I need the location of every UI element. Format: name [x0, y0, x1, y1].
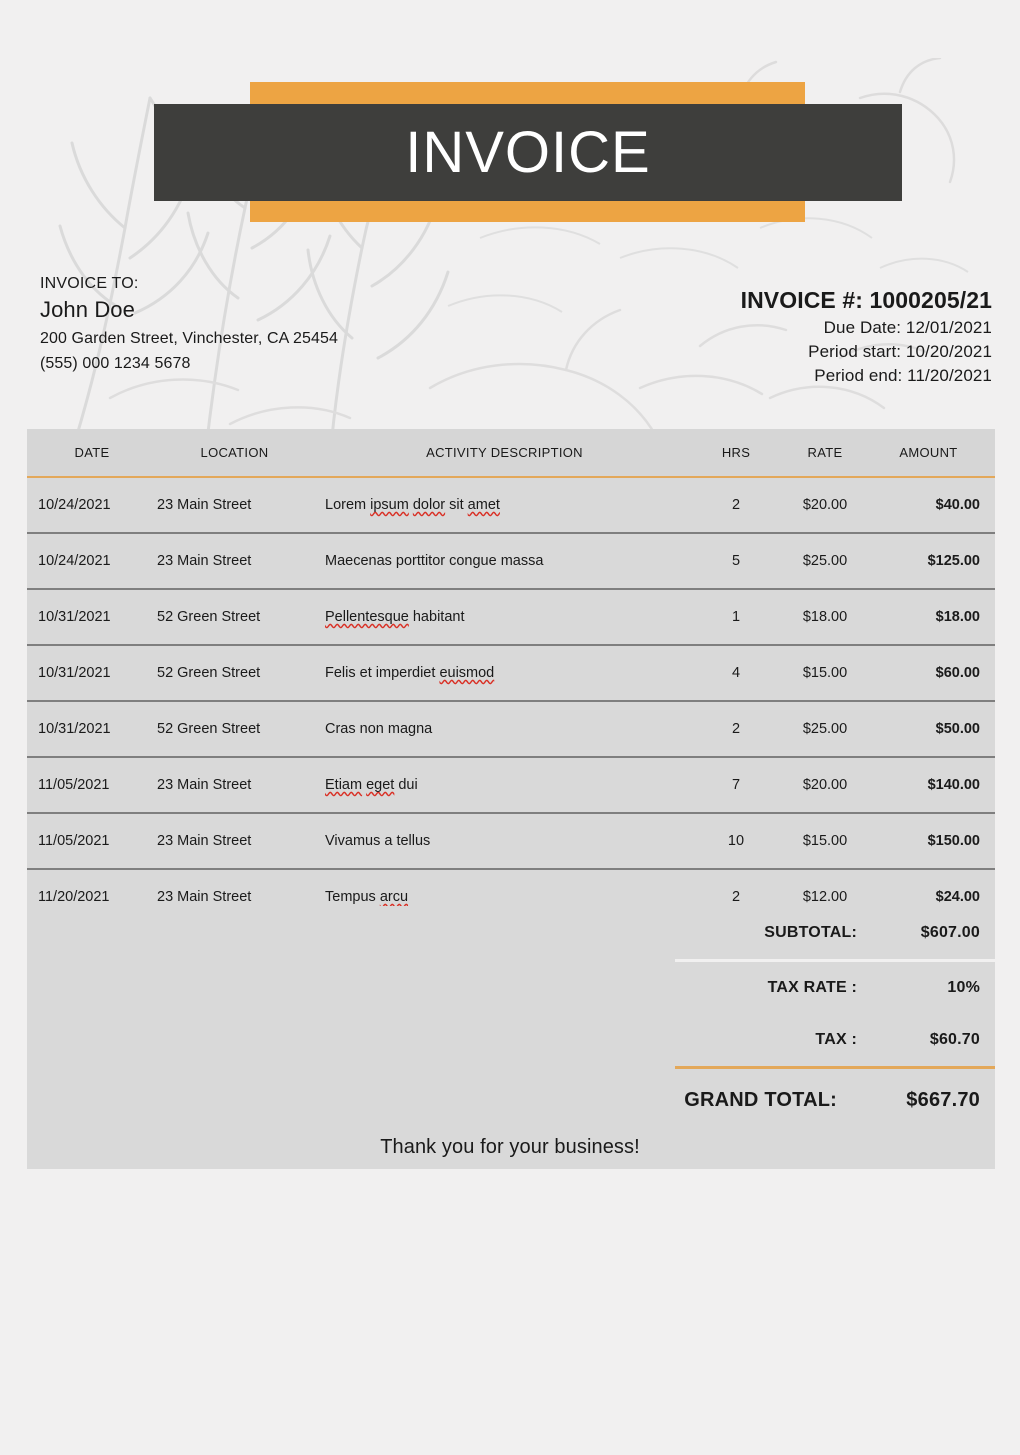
cell-hrs: 2 — [697, 701, 775, 757]
banner-dark-block — [154, 104, 902, 201]
bill-to-label: INVOICE TO: — [40, 275, 139, 292]
column-header-hrs: HRS — [697, 429, 775, 477]
column-header-description: ACTIVITY DESCRIPTION — [312, 429, 697, 477]
column-header-amount: AMOUNT — [875, 429, 995, 477]
cell-hrs: 7 — [697, 757, 775, 813]
cell-location: 23 Main Street — [157, 757, 312, 813]
totals-section — [27, 906, 995, 1169]
cell-date: 11/20/2021 — [27, 869, 157, 926]
cell-rate: $15.00 — [775, 813, 875, 869]
tax-rate-value: 10% — [947, 979, 980, 996]
grand-total-value: $667.70 — [906, 1088, 980, 1111]
table-row — [27, 645, 995, 701]
cell-rate: $20.00 — [775, 757, 875, 813]
tax-rate-label: TAX RATE : — [767, 979, 857, 996]
column-header-rate: RATE — [775, 429, 875, 477]
cell-amount: $40.00 — [875, 477, 995, 533]
table-row — [27, 589, 995, 645]
table-row — [27, 701, 995, 757]
cell-amount: $60.00 — [875, 645, 995, 701]
bill-to-address: 200 Garden Street, Vinchester, CA 25454 — [40, 330, 339, 347]
footer-message: Thank you for your business! — [380, 1136, 640, 1158]
cell-rate: $20.00 — [775, 477, 875, 533]
cell-date: 10/24/2021 — [27, 533, 157, 589]
cell-description: Felis et imperdiet euismod — [312, 645, 697, 701]
subtotal-value: $607.00 — [920, 923, 980, 941]
table-row — [27, 757, 995, 813]
tax-row — [27, 1014, 995, 1066]
cell-amount: $50.00 — [875, 701, 995, 757]
cell-description: Tempus arcu — [312, 869, 697, 926]
cell-hrs: 4 — [697, 645, 775, 701]
cell-location: 23 Main Street — [157, 813, 312, 869]
table-row — [27, 813, 995, 869]
table-header — [27, 429, 995, 477]
subtotal-label: SUBTOTAL: — [764, 923, 857, 941]
cell-date: 10/31/2021 — [27, 701, 157, 757]
grand-total-label: GRAND TOTAL: — [684, 1088, 837, 1111]
bill-to-name: John Doe — [40, 297, 135, 322]
column-header-date: DATE — [27, 429, 157, 477]
cell-rate: $18.00 — [775, 589, 875, 645]
tax-value: $60.70 — [929, 1031, 980, 1048]
cell-location: 23 Main Street — [157, 477, 312, 533]
cell-location: 23 Main Street — [157, 869, 312, 926]
subtotal-row — [27, 906, 995, 959]
cell-rate: $25.00 — [775, 533, 875, 589]
invoice-meta-section — [0, 275, 1020, 405]
line-items-table-wrapper — [27, 429, 995, 927]
cell-amount: $150.00 — [875, 813, 995, 869]
cell-hrs: 5 — [697, 533, 775, 589]
grand-total-row — [27, 1069, 995, 1131]
table-row — [27, 533, 995, 589]
tax-rate-row — [27, 962, 995, 1014]
cell-date: 11/05/2021 — [27, 813, 157, 869]
cell-date: 10/24/2021 — [27, 477, 157, 533]
column-header-location: LOCATION — [157, 429, 312, 477]
cell-amount: $18.00 — [875, 589, 995, 645]
cell-location: 52 Green Street — [157, 645, 312, 701]
table-row — [27, 477, 995, 533]
cell-hrs: 2 — [697, 477, 775, 533]
cell-description: Cras non magna — [312, 701, 697, 757]
cell-description: Vivamus a tellus — [312, 813, 697, 869]
cell-date: 10/31/2021 — [27, 589, 157, 645]
cell-hrs: 10 — [697, 813, 775, 869]
cell-description: Lorem ipsum dolor sit amet — [312, 477, 697, 533]
invoice-header-banner — [0, 0, 1020, 240]
cell-location: 23 Main Street — [157, 533, 312, 589]
cell-location: 52 Green Street — [157, 701, 312, 757]
cell-location: 52 Green Street — [157, 589, 312, 645]
cell-date: 10/31/2021 — [27, 645, 157, 701]
cell-hrs: 1 — [697, 589, 775, 645]
cell-rate: $25.00 — [775, 701, 875, 757]
cell-description: Etiam eget dui — [312, 757, 697, 813]
line-items-table — [27, 429, 995, 927]
cell-description: Pellentesque habitant — [312, 589, 697, 645]
cell-amount: $24.00 — [875, 869, 995, 926]
table-body — [27, 477, 995, 926]
cell-hrs: 2 — [697, 869, 775, 926]
invoice-number: INVOICE #: 1000205/21 — [740, 287, 992, 313]
cell-amount: $125.00 — [875, 533, 995, 589]
tax-label: TAX : — [815, 1031, 857, 1048]
cell-rate: $12.00 — [775, 869, 875, 926]
bill-to-phone: (555) 000 1234 5678 — [40, 355, 191, 372]
invoice-period-start: Period start: 10/20/2021 — [808, 342, 992, 361]
invoice-period-end: Period end: 11/20/2021 — [814, 366, 992, 385]
table-header-row — [27, 429, 995, 477]
invoice-number-block — [741, 287, 992, 386]
invoice-due-date: Due Date: 12/01/2021 — [823, 318, 992, 337]
cell-amount: $140.00 — [875, 757, 995, 813]
cell-rate: $15.00 — [775, 645, 875, 701]
cell-date: 11/05/2021 — [27, 757, 157, 813]
bill-to-block — [40, 275, 338, 373]
page-title: INVOICE — [405, 119, 651, 185]
cell-description: Maecenas porttitor congue massa — [312, 533, 697, 589]
